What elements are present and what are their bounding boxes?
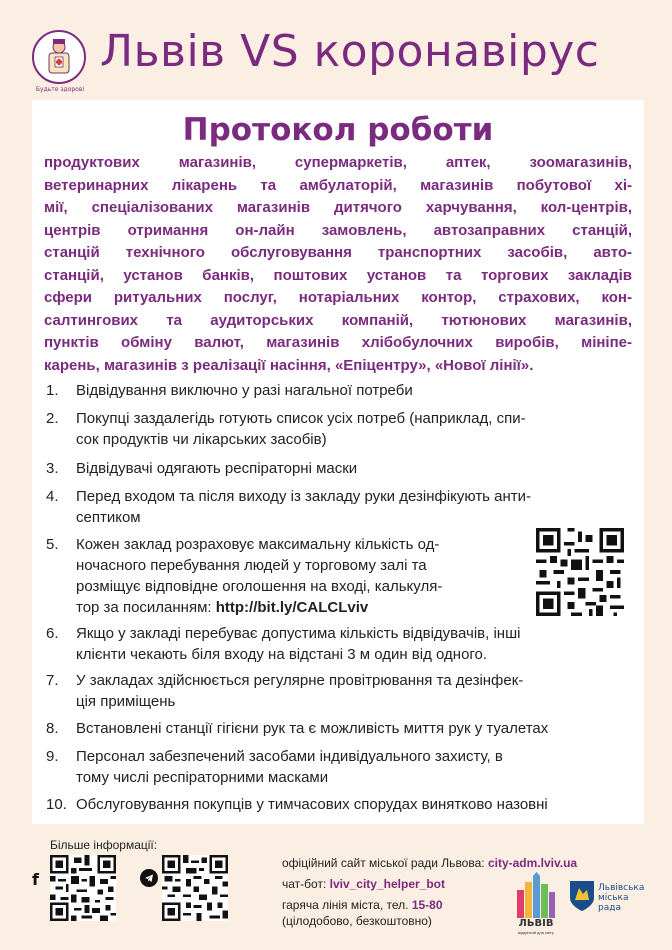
item-number: 4.: [46, 488, 59, 505]
intro-line: мії, спеціалізованих магазинів дитячого харчування, кол-центрів,: [44, 199, 632, 216]
logo-caption: Будьте здорові: [35, 86, 85, 93]
chatbot-line: [282, 877, 445, 891]
city-site-line: [282, 856, 577, 870]
item-number: 9.: [46, 748, 59, 765]
item-text: тор за посиланням:: [76, 599, 216, 616]
site-link[interactable]: city-adm.lviv.ua: [487, 856, 578, 870]
item-text: У закладах здійснюється регулярне провітрювання та дезінфек-: [76, 672, 524, 689]
item-number: 3.: [46, 460, 59, 477]
site-label: офіційний сайт міської ради Львова:: [282, 856, 488, 870]
item-text: ція приміщень: [76, 693, 176, 710]
hotline-line: [282, 898, 443, 912]
city-council-label: [598, 883, 644, 913]
item-number: 6.: [46, 625, 59, 642]
item-number: 7.: [46, 672, 59, 689]
calculator-qr-code[interactable]: [536, 528, 624, 616]
intro-line: продуктових магазинів, супермаркетів, аптек, зоомагазинів,: [44, 154, 632, 171]
lviv-logo-sub: відкритий для світу: [518, 930, 554, 935]
item-text: клієнти чекають біля входу на відстані 3 м один від одного.: [76, 646, 488, 663]
item-text: сок продуктів чи лікарських засобів): [76, 431, 327, 448]
facebook-icon: f: [32, 870, 39, 889]
page-title: Львів VS коронавірус: [100, 26, 600, 77]
city-council-coat-of-arms-icon: [569, 880, 595, 912]
hotline-number: 15-80: [411, 898, 443, 912]
item-text-with-link: [76, 597, 486, 618]
item-text: Кожен заклад розраховує максимальну кількість од-: [76, 536, 440, 553]
intro-line: карень, магазинів з реалізації насіння, «Епіцентру», «Нової лінії».: [44, 356, 534, 374]
header: [0, 0, 672, 100]
item-text: септиком: [76, 509, 141, 526]
bot-label: чат-бот:: [282, 877, 330, 891]
item-text: Персонал забезпечений засобами індивідуального захисту, в: [76, 748, 503, 765]
item-text: Встановлені станції гігієни рук та є можливість миття рук у туалетах: [76, 720, 549, 737]
item-text: ночасного перебування людей у торговому залі та: [76, 557, 427, 574]
intro-line: пунктів обміну валют, магазинів хлібобулочних виробів, мініпе-: [44, 334, 632, 351]
council-text-line: рада: [598, 903, 621, 913]
intro-line: центрів отримання он-лайн замовлень, автозаправних станцій,: [44, 221, 632, 239]
protocol-title: Протокол роботи: [182, 112, 494, 148]
calculator-link[interactable]: http://bit.ly/CALCLviv: [215, 599, 369, 616]
bot-link[interactable]: lviv_city_helper_bot: [329, 877, 445, 891]
hotline-label: гаряча лінія міста, тел.: [282, 898, 412, 912]
item-number: 10.: [46, 796, 67, 813]
lviv-city-logo: [514, 872, 558, 922]
item-number: 8.: [46, 720, 59, 737]
item-text: Обслуговування покупців у тимчасових спорудах винятково назовні: [76, 796, 548, 813]
intro-line: сфери ритуальних послуг, нотаріальних контор, страхових, кон-: [44, 289, 632, 306]
intro-line: ветеринарних лікарень та амбулаторій, магазинів побутової хі-: [44, 176, 632, 194]
item-number: 1.: [46, 382, 59, 399]
hotline-note: (цілодобово, безкоштовно): [282, 914, 432, 928]
item-text: Відвідувачі одягають респіраторні маски: [76, 460, 358, 477]
item-text: Покупці заздалегідь готують список усіх потреб (наприклад, спи-: [76, 410, 526, 427]
item-text: Якщо у закладі перебуває допустима кількість відвідувачів, інші: [76, 625, 521, 642]
item-text: розміщує відповідне оголошення на вході, калькуля-: [76, 578, 443, 595]
protocol-intro: [44, 152, 632, 377]
item-text: Відвідування виключно у разі нагальної потреби: [76, 382, 413, 399]
council-text-line: Львівська: [598, 883, 645, 893]
item-text: тому числі респіраторними масками: [76, 769, 329, 786]
item-number: 5.: [46, 536, 59, 553]
telegram-qr-code[interactable]: [162, 855, 228, 921]
intro-line: станцій технічного обслуговування транспортних засобів, авто-: [44, 244, 632, 261]
council-text-line: міська: [598, 893, 629, 903]
intro-line: станцій, установ банків, поштових установ та торгових закладів: [44, 266, 632, 284]
more-info-label: Більше інформації:: [50, 838, 158, 852]
facebook-qr-code[interactable]: [50, 855, 116, 921]
telegram-icon: [140, 869, 158, 887]
item-text: Перед входом та після виходу із закладу руки дезінфікують анти-: [76, 488, 532, 505]
item-number: 2.: [46, 410, 59, 427]
intro-line: салтингових та аудиторських компаній, тютюнових магазинів,: [44, 311, 632, 329]
doctor-figure-icon: [32, 30, 86, 84]
lviv-logo-text: ЛЬВІВ: [518, 918, 554, 929]
protocol-card: [32, 100, 644, 824]
